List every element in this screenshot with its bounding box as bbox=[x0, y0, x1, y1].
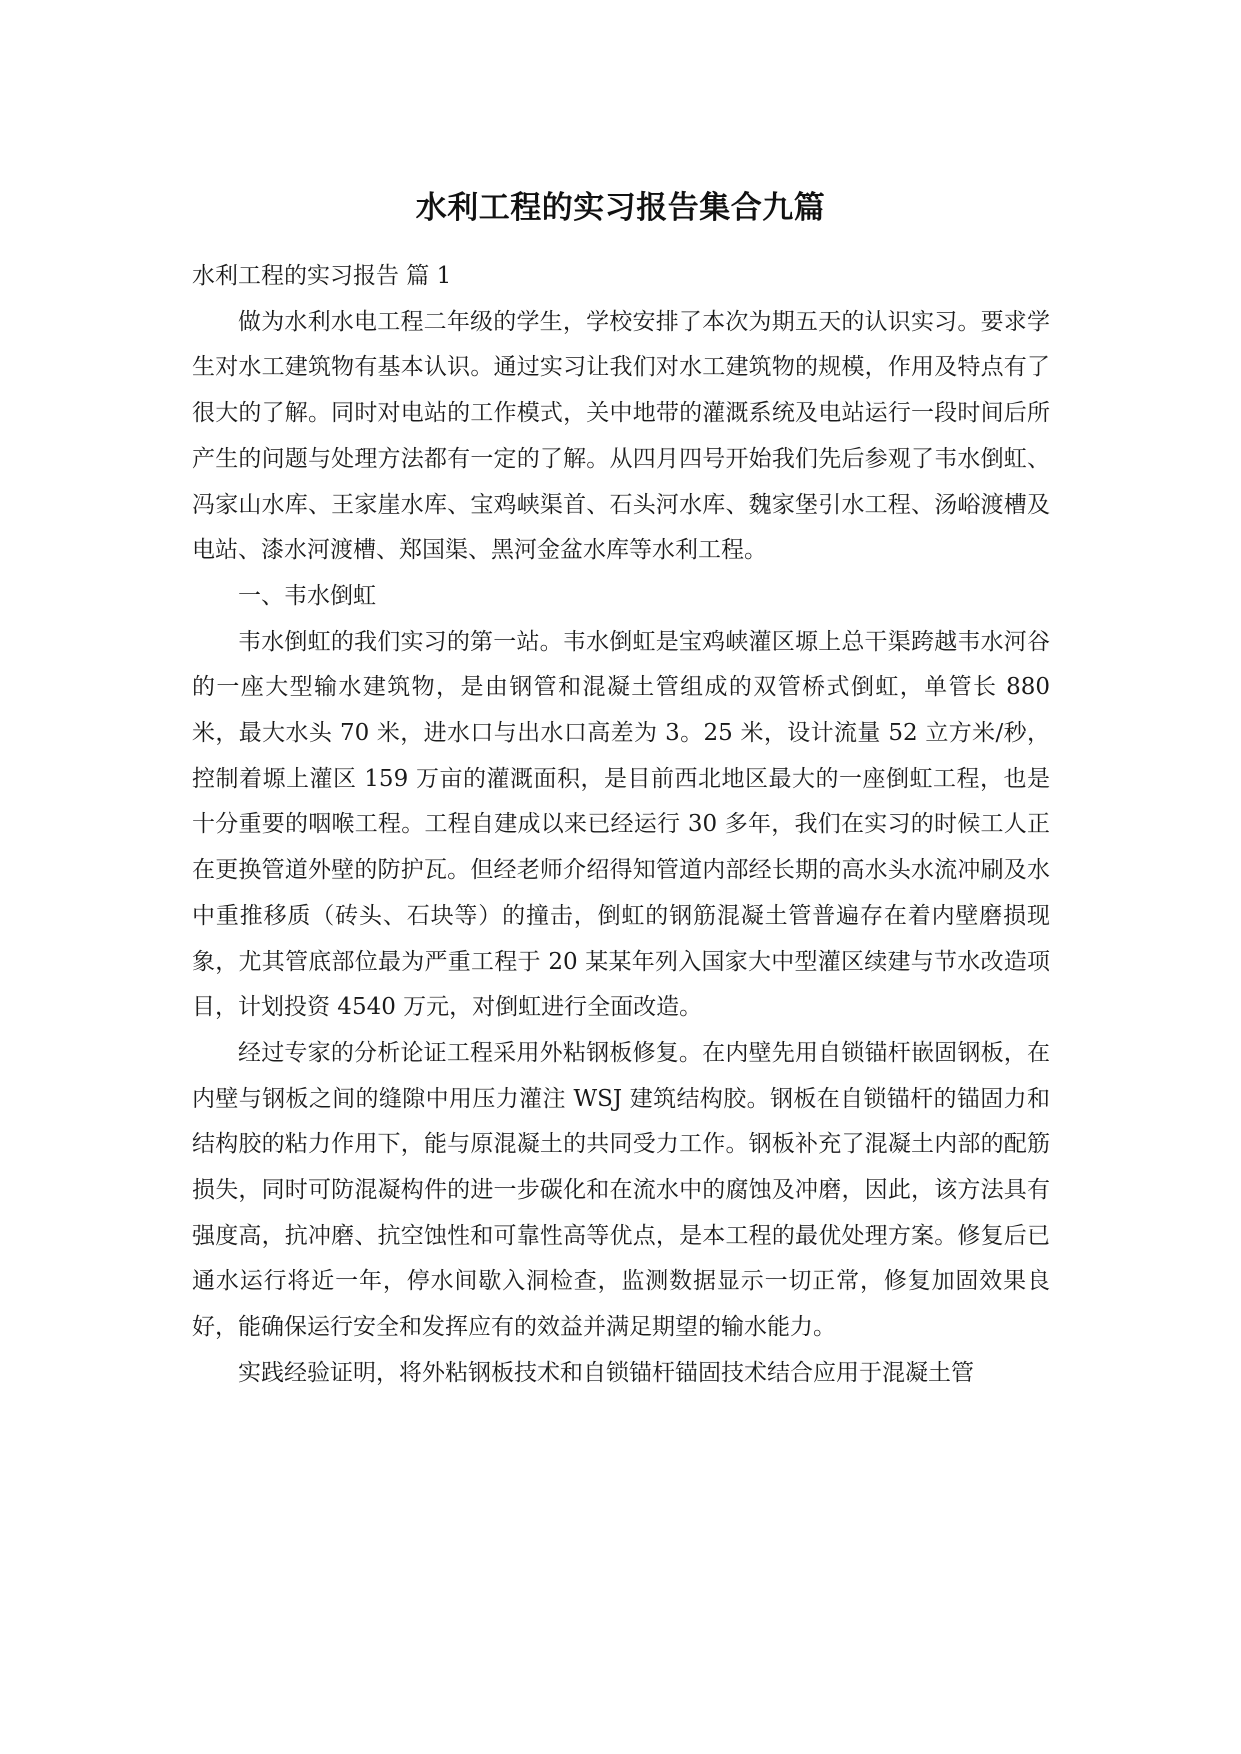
paragraph-practice: 实践经验证明，将外粘钢板技术和自锁锚杆锚固技术结合应用于混凝土管 bbox=[238, 1359, 974, 1386]
paragraph-repair-method: 经过专家的分析论证工程采用外粘钢板修复。在内壁先用自锁锚杆嵌固钢板，在内壁与钢板之间的缝隙中用压力灌注 WSJ 建筑结构胶。钢板在自锁锚杆的锚固力和结构胶的粘力作用下，能与原混凝土的共同受力工作。钢板补充了混凝土内部的配筋损失，同时可防混凝构件的进一步碳化和在流水中的腐蚀及冲磨，因此，该方法具有强度高，抗冲磨、抗空蚀性和可靠性高等优点，是本工程的最优处理方案。修复后已通水运行将近一年，停水间歇入洞检查，监测数据显示一切正常，修复加固效果良好，能确保运行安全和发挥应有的效益并满足期望的输水能力。 bbox=[192, 1039, 1050, 1341]
paragraph-intro: 做为水利水电工程二年级的学生，学校安排了本次为期五天的认识实习。要求学生对水工建筑物有基本认识。通过实习让我们对水工建筑物的规模，作用及特点有了很大的了解。同时对电站的工作模式，关中地带的灌溉系统及电站运行一段时间后所产生的问题与处理方法都有一定的了解。从四月四号开始我们先后参观了韦水倒虹、冯家山水库、王家崖水库、宝鸡峡渠首、石头河水库、魏家堡引水工程、汤峪渡槽及电站、漆水河渡槽、郑国渠、黑河金盆水库等水利工程。 bbox=[192, 308, 1050, 564]
document-title: 水利工程的实习报告集合九篇 bbox=[415, 190, 826, 226]
section-heading-weishui: 一、韦水倒虹 bbox=[238, 582, 376, 609]
document-body bbox=[192, 254, 1050, 1397]
section-heading: 水利工程的实习报告 篇 1 bbox=[192, 263, 452, 289]
paragraph-weishui-siphon: 韦水倒虹的我们实习的第一站。韦水倒虹是宝鸡峡灌区塬上总干渠跨越韦水河谷的一座大型输水建筑物，是由钢管和混凝土管组成的双管桥式倒虹，单管长 880 米，最大水头 70 米，进水口与出水口高差为 3。25 米，设计流量 52 立方米/秒，控制着塬上灌区 159 万亩的灌溉面积，是目前西北地区最大的一座倒虹工程，也是十分重要的咽喉工程。工程自建成以来已经运行 30 多年，我们在实习的时候工人正在更换管道外壁的防护瓦。但经老师介绍得知管道内部经长期的高水头水流冲刷及水中重推移质（砖头、石块等）的撞击，倒虹的钢筋混凝土管普遍存在着内壁磨损现象，尤其管底部位最为严重工程于 20 某某年列入国家大中型灌区续建与节水改造项目，计划投资 4540 万元，对倒虹进行全面改造。 bbox=[192, 628, 1050, 1021]
